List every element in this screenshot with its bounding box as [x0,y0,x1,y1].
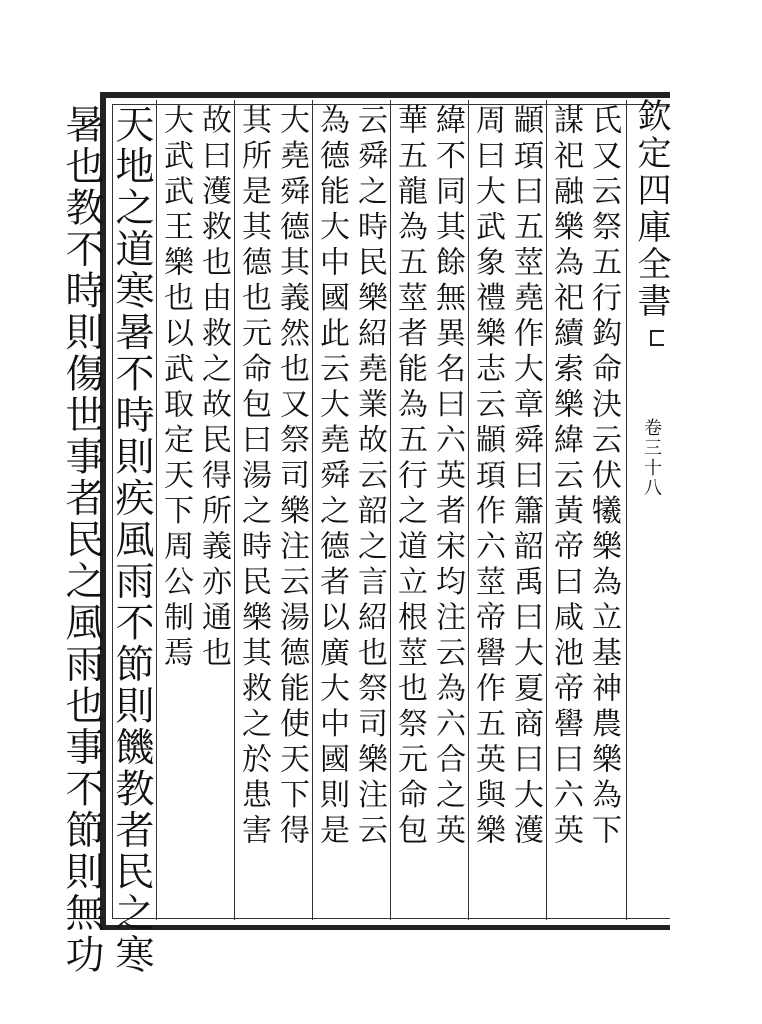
fishtail-ornament [650,330,664,346]
column-rule [390,100,391,920]
column-rule [234,100,235,920]
text-column-2: 謀祀融樂為祀續索樂緯云黃帝曰咸池帝嚳曰六英 [548,104,583,850]
column-rule [312,100,313,920]
text-column-5: 緯不同其餘無異名曰六英者宋均注云為六合之英 [430,104,465,850]
text-column-1: 氏又云祭五行鈎命決云伏犧樂為立基神農樂為下 [586,104,621,850]
text-column-13: 天地之道寒暑不時則疾風雨不節則饑教者民之寒 [109,104,154,976]
text-column-8: 為德能大中國此云大堯舜之德者以廣大中國則是 [314,104,349,850]
spine-volume: 卷三十八 [641,418,662,498]
text-column-6: 華五龍為五莖者能為五行之道立根莖也祭元命包 [392,104,427,850]
column-rule [546,100,547,920]
text-column-11: 故曰濩救也由救之故民得所義亦通也 [196,104,231,672]
text-column-4: 周曰大武象禮樂志云顓頊作六莖帝嚳作五英與樂 [470,104,505,850]
column-rule [468,100,469,920]
spine-title: 欽定四庫全書 [631,98,671,320]
text-column-9: 大堯舜德其義然也又祭司樂注云湯德能使天下得 [274,104,309,850]
column-rule [156,100,157,920]
text-column-10: 其所是其德也元命包曰湯之時民樂其救之於患害 [236,104,271,850]
text-column-7: 云舜之時民樂紹堯業故云韶之言紹也祭司樂注云 [352,104,387,850]
text-column-12: 大武武王樂也以武取定天下周公制焉 [158,104,193,672]
text-column-14: 暑也教不時則傷世事者民之風雨也事不節則無功 [59,104,104,976]
column-rule [626,100,627,920]
text-column-3: 顓頊曰五莖堯作大章舜曰簫韶禹曰大夏商曰大濩 [508,104,543,850]
